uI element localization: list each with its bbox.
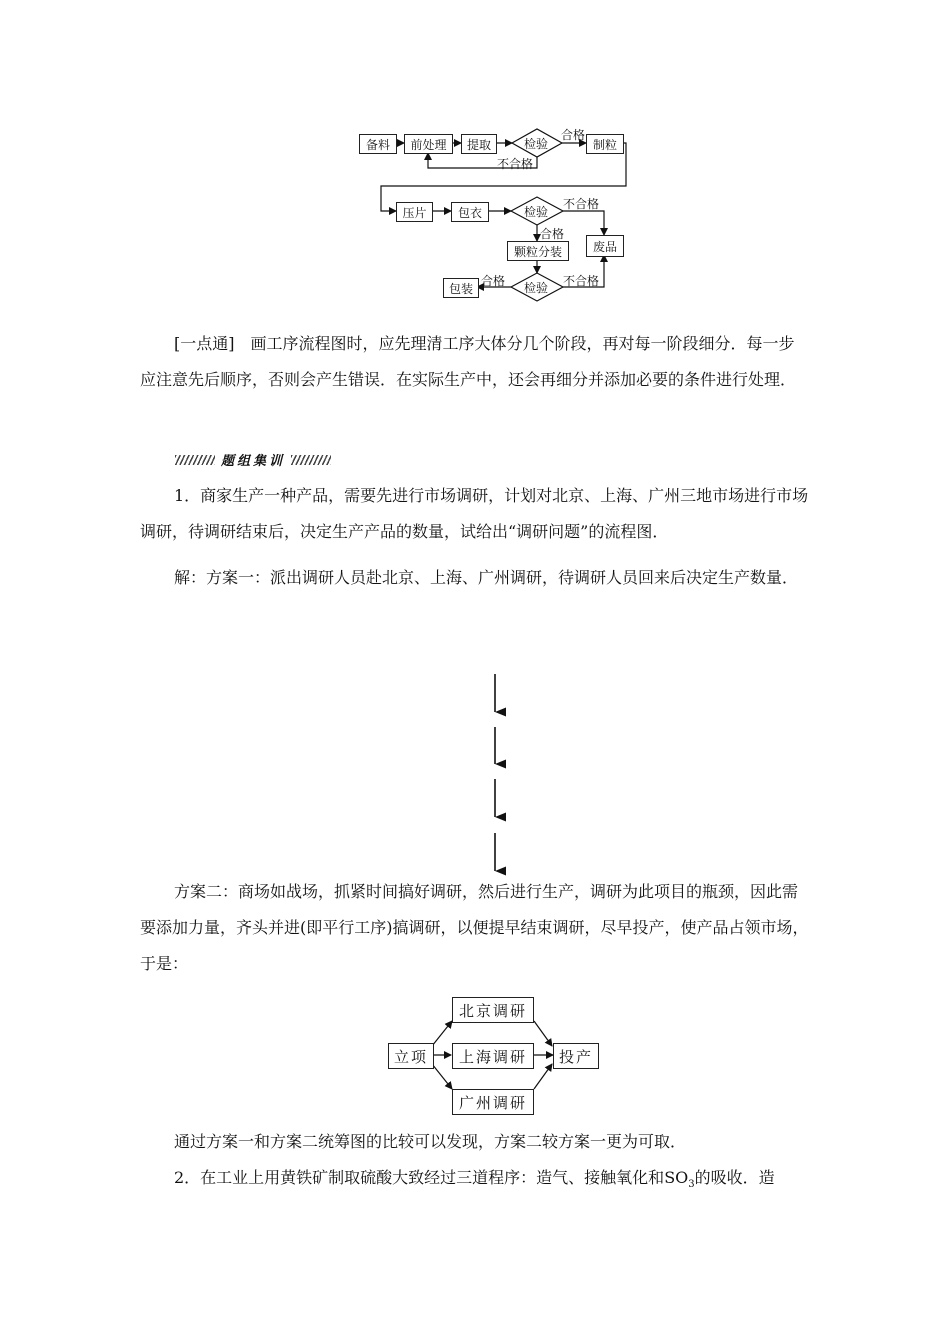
question-2-chem: SO [664, 1168, 689, 1187]
solution-plan-2: 方案二：商场如战场，抓紧时间搞好调研，然后进行生产，调研为此项目的瓶颈，因此需要添加力量，齐头并进(即平行工序)搞调研，以便提早结束调研，尽早投产，使产品占领市场，于是： [140, 882, 809, 973]
step-keli-fenzhuang: 颗粒分装 [507, 241, 569, 261]
step-baoyi: 包衣 [451, 202, 489, 222]
step-tiqu: 提取 [461, 134, 497, 154]
step-feipin: 废品 [586, 235, 624, 257]
node-touchan: 投产 [553, 1043, 599, 1069]
label-hege-3: 合格 [481, 274, 506, 288]
step-zhili: 制粒 [586, 134, 624, 154]
step-yapian: 压片 [396, 202, 433, 222]
solution-plan-1: 解：方案一：派出调研人员赴北京、上海、广州调研，待调研人员回来后决定生产数量． [174, 568, 799, 587]
diamond-label-jianyan-1: 检验 [524, 137, 549, 151]
question-1: 1．商家生产一种产品，需要先进行市场调研，计划对北京、上海、广州三地市场进行市场调研，待调研结束后，决定生产产品的数量，试给出“调研问题”的流程图． [140, 486, 809, 541]
tip-paragraph: [一点通] 画工序流程图时，应先理清工序大体分几个阶段，再对每一阶段细分．每一步应注意先后顺序，否则会产生错误．在实际生产中，还会再细分并添加必要的条件进行处理． [140, 334, 797, 389]
step-baozhuang: 包装 [443, 278, 479, 298]
question-2 [140, 1160, 810, 1203]
label-buhege-2: 不合格 [563, 197, 600, 211]
node-guangzhou: 广州调研 [452, 1089, 534, 1115]
node-lixiang: 立项 [388, 1043, 434, 1069]
label-hege-1: 合格 [561, 128, 586, 142]
node-shanghai: 上海调研 [452, 1043, 534, 1069]
question-2-end: 的吸收．造 [694, 1168, 775, 1187]
label-hege-2: 合格 [540, 227, 565, 241]
label-buhege-3: 不合格 [563, 274, 600, 288]
section-title: 题组集训 [221, 454, 286, 469]
diamond-label-jianyan-3: 检验 [524, 281, 549, 295]
step-beiliao: 备料 [359, 134, 397, 154]
step-qianchuli: 前处理 [404, 134, 453, 154]
question-2-text: 2．在工业上用黄铁矿制取硫酸大致经过三道程序：造气、接触氧化和 [174, 1168, 665, 1187]
label-buhege-1: 不合格 [497, 157, 534, 171]
diamond-label-jianyan-2: 检验 [524, 205, 549, 219]
node-beijing: 北京调研 [452, 997, 534, 1023]
question-2-subscript: 3 [688, 1179, 695, 1191]
conclusion-paragraph: 通过方案一和方案二统筹图的比较可以发现，方案二较方案一更为可取． [174, 1132, 687, 1151]
